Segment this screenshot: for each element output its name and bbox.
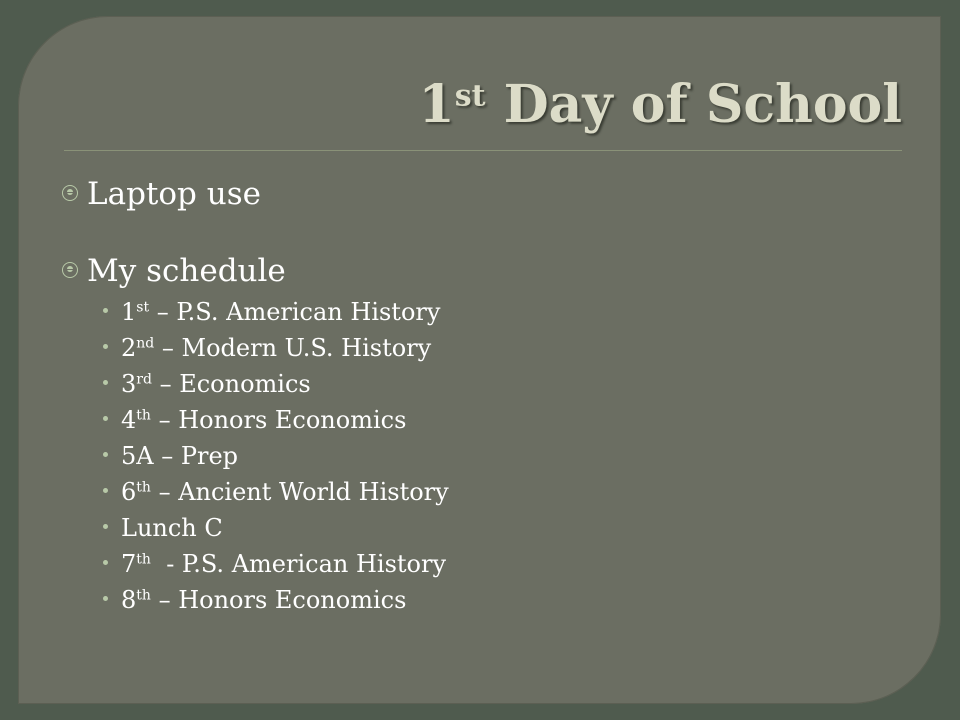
dot-bullet-icon bbox=[103, 344, 108, 349]
schedule-item: 5A – Prep bbox=[103, 444, 238, 468]
title-text: Day of School bbox=[485, 74, 902, 135]
circle-bullet-icon bbox=[62, 185, 78, 201]
slide-title bbox=[419, 74, 902, 135]
title-divider bbox=[64, 150, 902, 151]
schedule-item: Lunch C bbox=[103, 516, 223, 540]
schedule-item: 2nd – Modern U.S. History bbox=[103, 336, 431, 360]
dot-bullet-icon bbox=[103, 524, 108, 529]
schedule-item: 7th - P.S. American History bbox=[103, 552, 446, 576]
dot-bullet-icon bbox=[103, 596, 108, 601]
circle-bullet-icon bbox=[62, 262, 78, 278]
dot-bullet-icon bbox=[103, 488, 108, 493]
dot-bullet-icon bbox=[103, 452, 108, 457]
schedule-item: 8th – Honors Economics bbox=[103, 588, 406, 612]
schedule-item: 3rd – Economics bbox=[103, 372, 311, 396]
schedule-item: 1st – P.S. American History bbox=[103, 300, 440, 324]
bullet-text: Laptop use bbox=[87, 176, 261, 212]
dot-bullet-icon bbox=[103, 380, 108, 385]
title-ordinal: st bbox=[454, 78, 486, 114]
schedule-item: 4th – Honors Economics bbox=[103, 408, 406, 432]
dot-bullet-icon bbox=[103, 416, 108, 421]
dot-bullet-icon bbox=[103, 308, 108, 313]
bullet-laptop-use bbox=[62, 176, 261, 212]
schedule-item: 6th – Ancient World History bbox=[103, 480, 449, 504]
bullet-text: My schedule bbox=[87, 253, 286, 289]
title-number: 1 bbox=[418, 74, 455, 135]
dot-bullet-icon bbox=[103, 560, 108, 565]
bullet-my-schedule bbox=[62, 253, 286, 289]
